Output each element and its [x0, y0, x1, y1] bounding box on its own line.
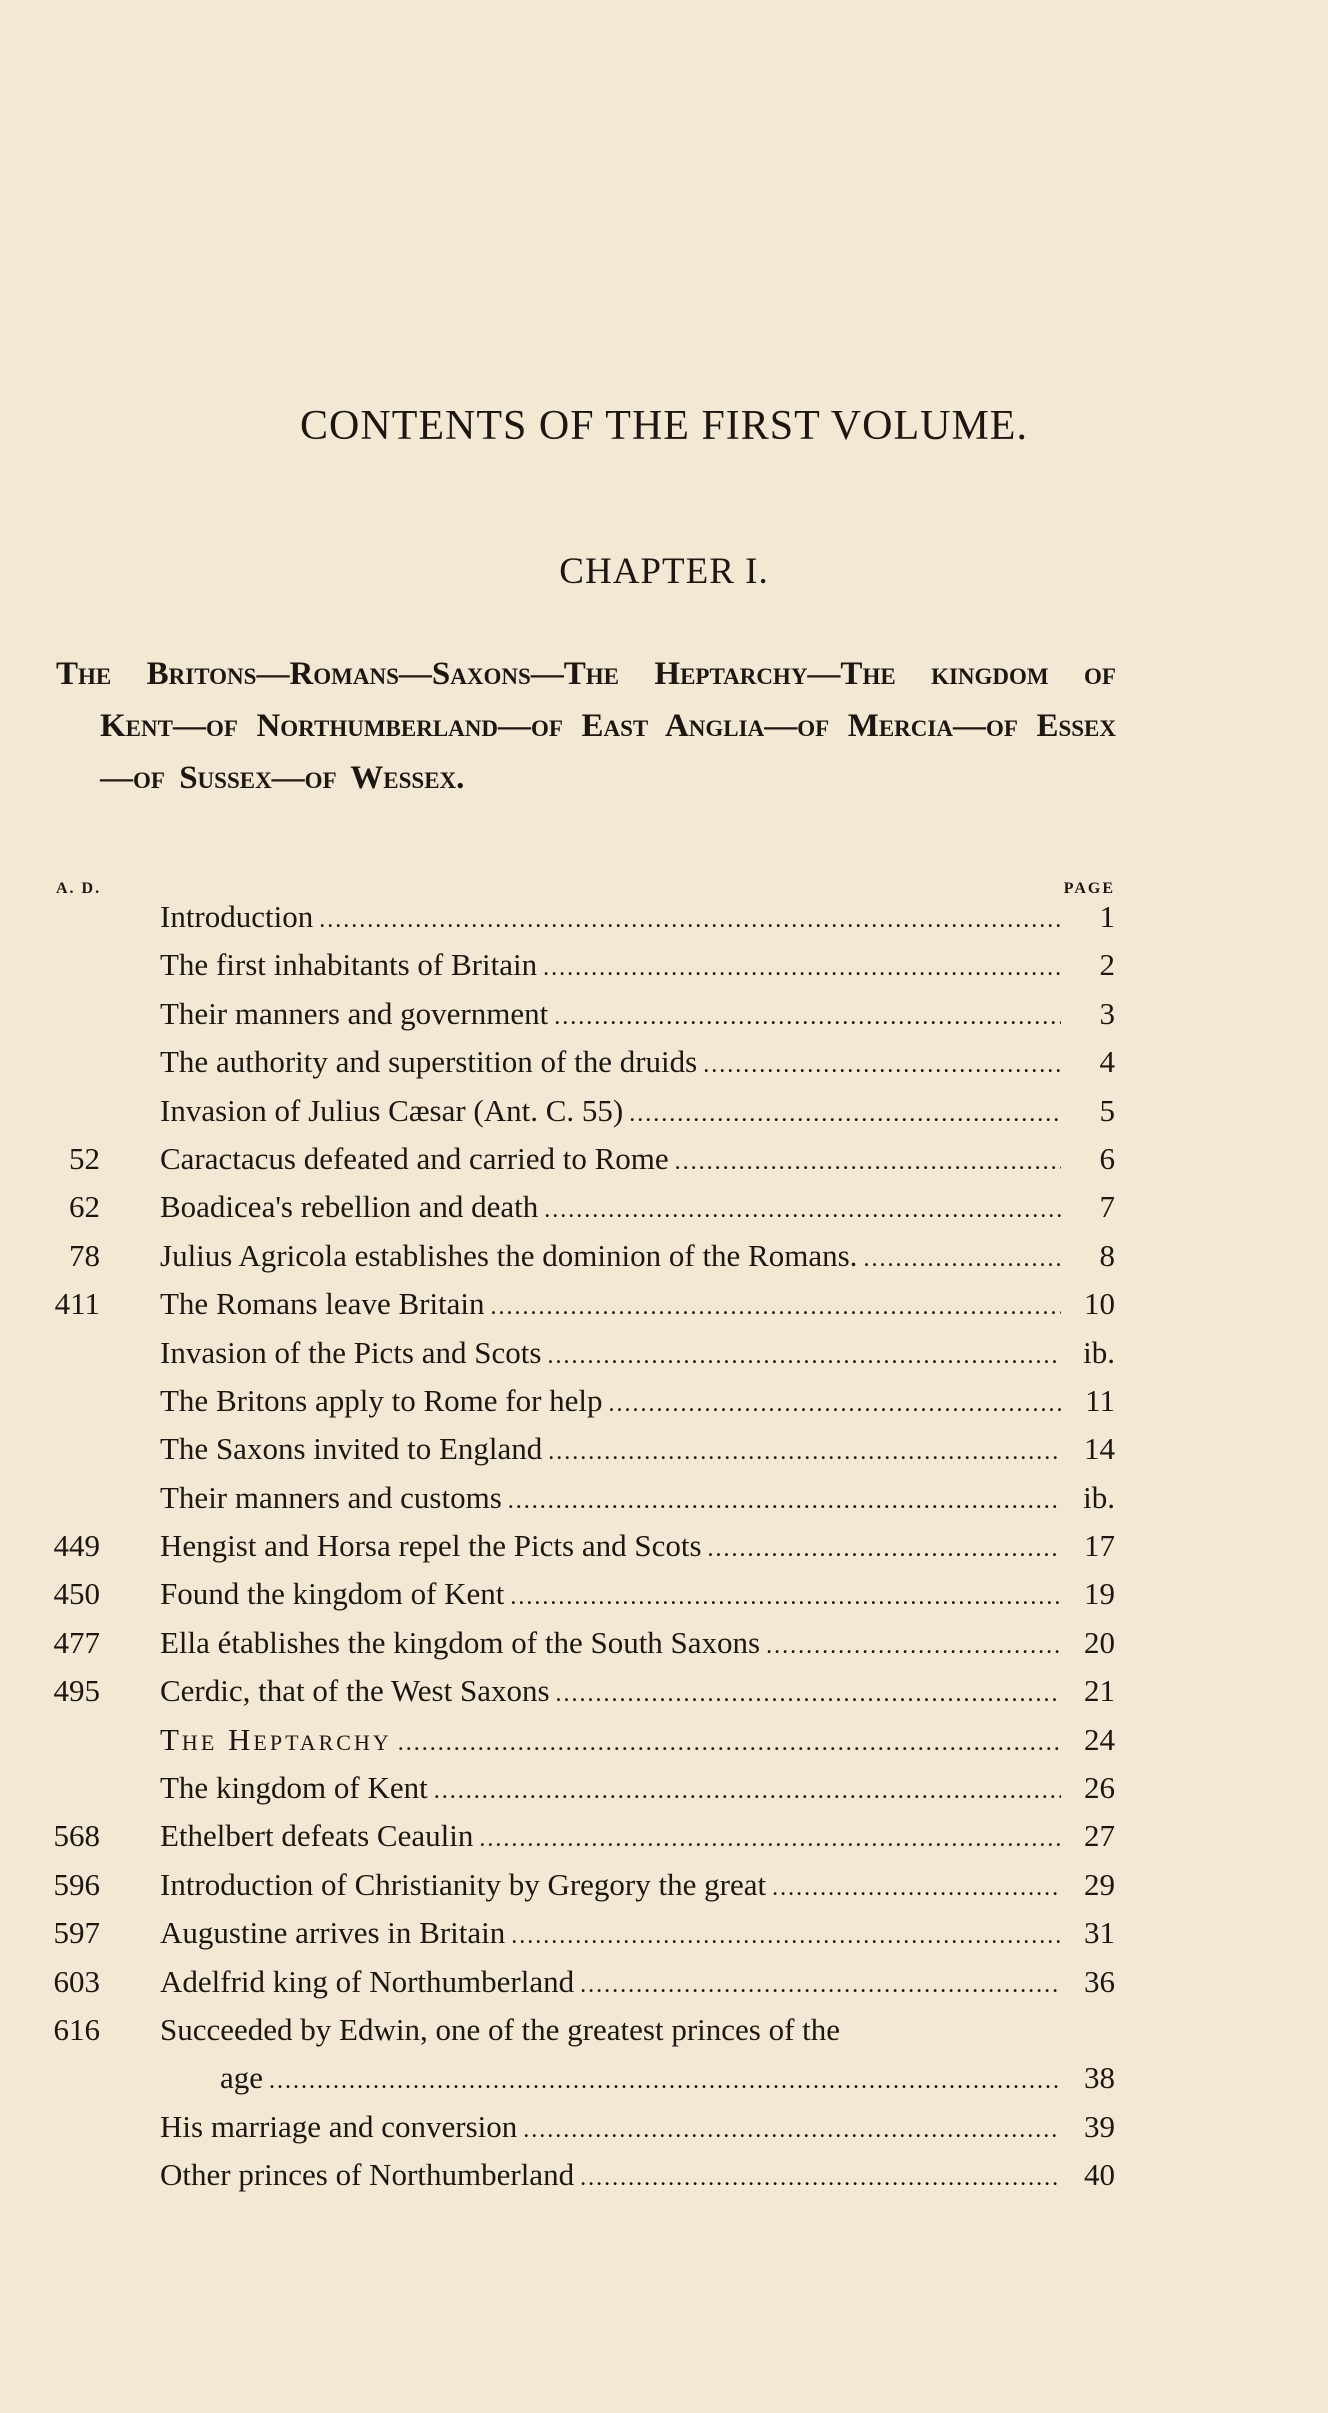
leader-dots [580, 1972, 1061, 1999]
toc-entry [40, 2012, 1115, 2060]
toc-entry [40, 1528, 1115, 1576]
entry-page-number: 2 [1099, 947, 1115, 983]
entry-title: Their manners and customs [160, 1479, 502, 1515]
entry-page-number: 27 [1084, 1818, 1115, 1854]
toc-entry [40, 1383, 1115, 1431]
leader-dots [609, 1391, 1061, 1418]
entry-page-number: 14 [1084, 1431, 1115, 1467]
entry-title: Introduction of Christianity by Gregory the great [160, 1866, 767, 1902]
entry-title: The first inhabitants of Britain [160, 947, 538, 983]
entry-page-number: 1 [1099, 899, 1115, 934]
leader-dots [398, 1730, 1061, 1757]
toc-entry [40, 2157, 1115, 2205]
volume-title: CONTENTS OF THE FIRST VOLUME. [300, 403, 1028, 449]
toc-entry [40, 1915, 1115, 1963]
leader-dots [554, 1004, 1061, 1031]
toc-entry [40, 2060, 1115, 2108]
entry-line [160, 1625, 1067, 1661]
leader-dots [479, 1826, 1061, 1853]
toc-entry [40, 1576, 1115, 1624]
leader-dots [523, 2117, 1061, 2144]
entry-line [160, 899, 1067, 935]
leader-dots [508, 1488, 1061, 1515]
entry-page-number: 11 [1085, 1382, 1115, 1418]
entry-line [160, 1431, 1067, 1467]
entry-line [220, 2060, 1067, 2096]
toc-entry [40, 1480, 1115, 1528]
entry-page-number: 8 [1099, 1237, 1115, 1273]
toc-entry [40, 1141, 1115, 1189]
entry-page-number: 17 [1084, 1528, 1115, 1564]
entry-title: Caractacus defeated and carried to Rome [160, 1140, 669, 1176]
entry-line [160, 1528, 1067, 1564]
entry-page-number: 31 [1084, 1915, 1115, 1951]
entry-page-number: ib. [1083, 1479, 1115, 1515]
leader-dots [629, 1101, 1061, 1128]
entry-line [160, 1044, 1067, 1080]
toc-entry [40, 1625, 1115, 1673]
leader-dots [548, 1439, 1061, 1466]
entry-title: Adelfrid king of Northumberland [160, 1963, 575, 1999]
entry-year: 495 [53, 1673, 100, 1709]
entry-title: The authority and superstition of the druids [160, 1044, 698, 1080]
leader-dots [511, 1923, 1061, 1950]
entry-page-number: 38 [1084, 2060, 1115, 2096]
entry-year: 450 [53, 1576, 100, 1612]
entry-line [160, 2012, 1067, 2048]
entry-line [160, 1335, 1067, 1371]
entry-line [160, 1770, 1067, 1806]
entry-line [160, 1286, 1067, 1322]
leader-dots [766, 1633, 1061, 1660]
leader-dots [863, 1246, 1061, 1273]
toc-entry [40, 1818, 1115, 1866]
toc-entry [40, 1044, 1115, 1092]
toc-entry [40, 1673, 1115, 1721]
toc-entry [40, 1431, 1115, 1479]
leader-dots [319, 907, 1061, 934]
leader-dots [510, 1584, 1061, 1611]
entry-title: The Britons apply to Rome for help [160, 1382, 603, 1418]
entry-year: 603 [53, 1963, 100, 1999]
toc-entry [40, 1093, 1115, 1141]
toc-entry [40, 1238, 1115, 1286]
leader-dots [675, 1149, 1061, 1176]
entry-page-number: ib. [1083, 1334, 1115, 1370]
toc-entry [40, 1964, 1115, 2012]
leader-dots [543, 955, 1061, 982]
leader-dots [434, 1778, 1061, 1805]
entry-title: Introduction [160, 899, 314, 934]
entry-title: Found the kingdom of Kent [160, 1576, 505, 1612]
leader-dots [703, 1052, 1061, 1079]
entry-year: 477 [53, 1624, 100, 1660]
entry-year: 616 [53, 2011, 100, 2047]
toc-entry [40, 1770, 1115, 1818]
entry-page-number: 39 [1084, 2108, 1115, 2144]
chapter-summary: The Britons—Romans—Saxons—The Heptarchy—The kingdom of Kent—of Northumberland—of East Anglia—of Mercia—of Essex—of Sussex—of Wessex. [56, 656, 1116, 796]
entry-line [160, 1964, 1067, 2000]
entry-title: Boadicea's rebellion and death [160, 1189, 539, 1225]
entry-line [160, 1915, 1067, 1951]
entry-line [160, 1189, 1067, 1225]
entry-year: 62 [69, 1189, 100, 1225]
entry-title: The Romans leave Britain [160, 1286, 485, 1322]
entry-title: The Heptarchy [160, 1721, 392, 1757]
entry-title: Other princes of Northumberland [160, 2157, 575, 2193]
entry-page-number: 24 [1084, 1721, 1115, 1757]
entry-year: 596 [53, 1866, 100, 1902]
entry-page-number: 6 [1099, 1140, 1115, 1176]
toc-entry [40, 899, 1115, 947]
entry-title: Cerdic, that of the West Saxons [160, 1673, 550, 1709]
entry-line [160, 1383, 1067, 1419]
leader-dots [491, 1294, 1061, 1321]
toc-entry [40, 1335, 1115, 1383]
entry-line [160, 996, 1067, 1032]
toc-entry [40, 996, 1115, 1044]
entry-title: Ella établishes the kingdom of the South Saxons [160, 1624, 761, 1660]
entry-year: 597 [53, 1915, 100, 1951]
entry-page-number: 26 [1084, 1770, 1115, 1806]
entry-line [160, 1238, 1067, 1274]
entry-line [160, 1673, 1067, 1709]
entry-line [160, 1722, 1067, 1758]
entry-title: Julius Agricola establishes the dominion of the Romans. [160, 1237, 858, 1273]
entry-line [160, 1867, 1067, 1903]
entry-page-number: 20 [1084, 1624, 1115, 1660]
entry-page-number: 7 [1099, 1189, 1115, 1225]
entry-page-number: 5 [1099, 1092, 1115, 1128]
leader-dots [556, 1681, 1061, 1708]
entry-page-number: 36 [1084, 1963, 1115, 1999]
entry-page-number: 21 [1084, 1673, 1115, 1709]
page-column-header: PAGE [1063, 880, 1115, 897]
entry-title: Their manners and government [160, 995, 549, 1031]
entry-year: 411 [54, 1286, 100, 1322]
entry-title: Hengist and Horsa repel the Picts and Scots [160, 1528, 702, 1564]
toc-entry [40, 1286, 1115, 1334]
entry-year: 52 [69, 1140, 100, 1176]
leader-dots [269, 2068, 1061, 2095]
entry-title: Invasion of Julius Cæsar (Ant. C. 55) [160, 1092, 624, 1128]
entry-year: 568 [53, 1818, 100, 1854]
toc-entry [40, 1189, 1115, 1237]
toc-entry [40, 1722, 1115, 1770]
entry-line [160, 1576, 1067, 1612]
entry-year: 78 [69, 1237, 100, 1273]
entry-title: His marriage and conversion [160, 2108, 518, 2144]
entry-line [160, 2157, 1067, 2193]
leader-dots [708, 1536, 1061, 1563]
toc-entry [40, 2109, 1115, 2157]
entry-title: Succeeded by Edwin, one of the greatest princes of the [160, 2011, 841, 2047]
table-of-contents [40, 899, 1115, 2206]
entry-title: The kingdom of Kent [160, 1770, 428, 1806]
entry-title: Ethelbert defeats Ceaulin [160, 1818, 474, 1854]
entry-title: The Saxons invited to England [160, 1431, 543, 1467]
entry-page-number: 10 [1084, 1286, 1115, 1322]
entry-line [160, 1480, 1067, 1516]
entry-title: Invasion of the Picts and Scots [160, 1334, 542, 1370]
entry-line [160, 947, 1067, 983]
entry-page-number: 40 [1084, 2157, 1115, 2193]
entry-line [160, 1818, 1067, 1854]
entry-page-number: 3 [1099, 995, 1115, 1031]
entry-page-number: 19 [1084, 1576, 1115, 1612]
leader-dots [544, 1197, 1061, 1224]
chapter-title: CHAPTER I. [559, 551, 769, 592]
entry-title: age [220, 2060, 264, 2096]
leader-dots [772, 1875, 1061, 1902]
entry-page-number: 29 [1084, 1866, 1115, 1902]
year-column-header: A. D. [56, 880, 102, 897]
entry-page-number: 4 [1099, 1044, 1115, 1080]
leader-dots [547, 1343, 1061, 1370]
entry-line [160, 1141, 1067, 1177]
entry-year: 449 [53, 1528, 100, 1564]
leader-dots [580, 2165, 1061, 2192]
entry-title: Augustine arrives in Britain [160, 1915, 506, 1951]
entry-line [160, 1093, 1067, 1129]
toc-entry [40, 947, 1115, 995]
toc-entry [40, 1867, 1115, 1915]
entry-line [160, 2109, 1067, 2145]
